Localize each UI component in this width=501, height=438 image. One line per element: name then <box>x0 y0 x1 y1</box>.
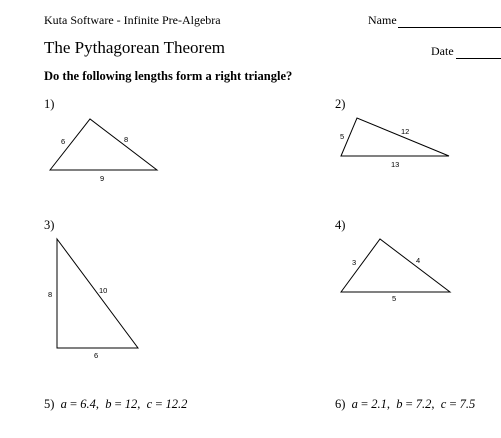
problem-6-a-value: 2.1 <box>371 397 387 411</box>
triangle-3-side-b: 10 <box>99 286 108 295</box>
problem-5-a-value: 6.4 <box>80 397 96 411</box>
problem-6: 6) a = 2.1, b = 7.2, c = 7.5 <box>335 397 476 411</box>
problem-3-number: 3) <box>44 218 55 232</box>
name-label: Name <box>368 13 397 27</box>
problem-5: 5) a = 6.4, b = 12, c = 12.2 <box>44 397 188 411</box>
triangle-1-side-a: 6 <box>61 137 66 146</box>
triangle-2-side-b: 12 <box>401 127 410 136</box>
problem-6-b-value: 7.2 <box>415 397 432 411</box>
instructions: Do the following lengths form a right triangle? <box>44 69 293 83</box>
triangle-1-side-c: 9 <box>100 174 105 183</box>
triangle-4-side-a: 3 <box>352 258 357 267</box>
triangle-1-side-b: 8 <box>124 135 129 144</box>
triangle-2-shape <box>341 118 449 156</box>
worksheet-title: The Pythagorean Theorem <box>44 38 225 57</box>
problem-5-c-value: 12.2 <box>165 397 188 411</box>
triangle-2-side-a: 5 <box>340 132 345 141</box>
problem-5-b-value: 12 <box>124 397 138 411</box>
triangle-4-side-c: 5 <box>392 294 397 303</box>
triangle-3-side-a: 8 <box>48 290 53 299</box>
problem-6-number: 6) <box>335 397 346 411</box>
problem-1-number: 1) <box>44 97 55 111</box>
problem-5-number: 5) <box>44 397 55 411</box>
triangle-3 <box>57 239 138 348</box>
triangle-1-shape <box>50 119 157 170</box>
triangle-3-shape <box>57 239 138 348</box>
triangle-2 <box>341 118 449 156</box>
triangle-4 <box>341 239 450 292</box>
problem-2-number: 2) <box>335 97 346 111</box>
triangle-4-shape <box>341 239 450 292</box>
triangle-4-side-b: 4 <box>416 256 421 265</box>
triangle-2-side-c: 13 <box>391 160 400 169</box>
triangle-3-side-c: 6 <box>94 351 99 360</box>
problem-4-number: 4) <box>335 218 346 232</box>
date-label: Date <box>431 44 454 58</box>
problem-6-c-value: 7.5 <box>459 397 476 411</box>
publisher-label: Kuta Software - Infinite Pre-Algebra <box>44 13 221 27</box>
triangle-1 <box>50 119 157 170</box>
